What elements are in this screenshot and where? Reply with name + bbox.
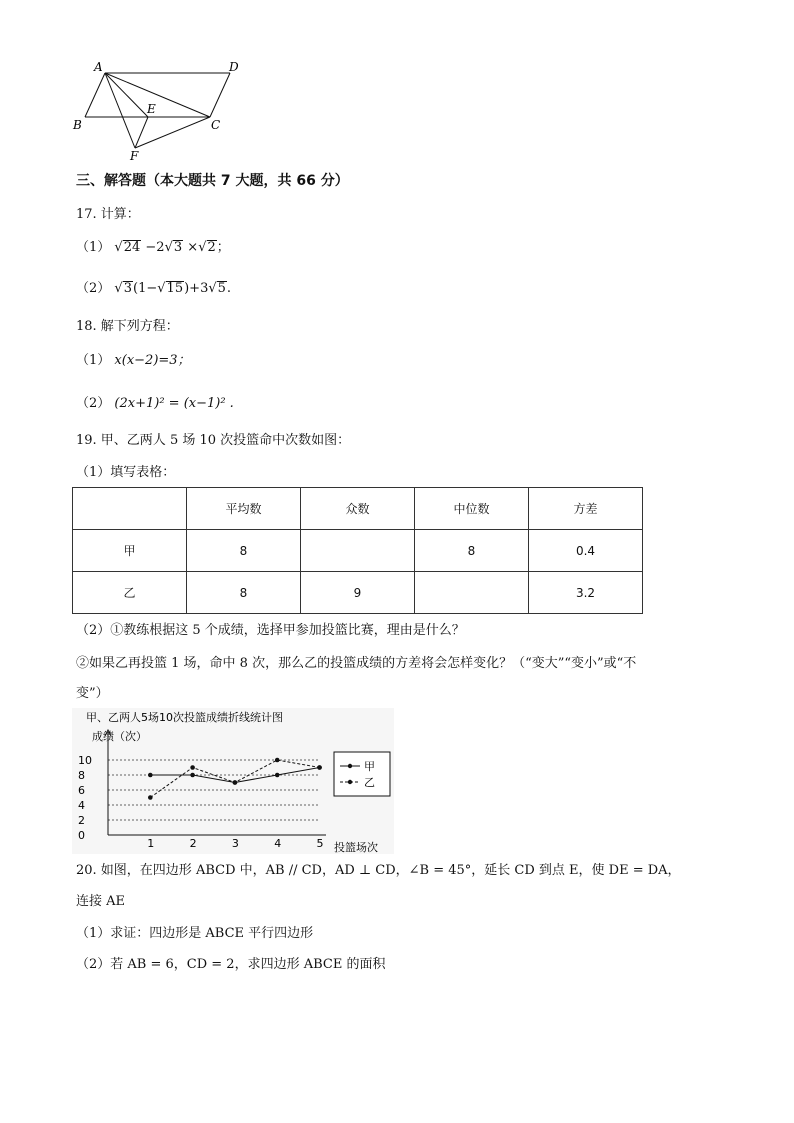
sqrt-sign: √ xyxy=(114,240,123,255)
segment-dc xyxy=(210,73,230,117)
q18-part1-number: （1） xyxy=(76,353,111,368)
table-header-cell: 平均数 xyxy=(187,488,301,530)
table-header-cell: 方差 xyxy=(529,488,643,530)
table-cell: 3.2 xyxy=(529,572,643,614)
chart-title: 甲、乙两人5场10次投篮成绩折线统计图 xyxy=(86,711,283,724)
chart-y-tick-label: 10 xyxy=(78,754,92,767)
chart-svg xyxy=(72,708,394,854)
radicand: 3 xyxy=(173,240,183,255)
label-e: E xyxy=(147,102,156,116)
chart-y-tick-label: 6 xyxy=(78,784,85,797)
q17-part1-number: （1） xyxy=(76,240,111,255)
q18-title: 18. 解下列方程： xyxy=(76,319,179,334)
chart-legend-box xyxy=(334,752,390,796)
table-cell xyxy=(301,530,415,572)
q18-part2-number: （2） xyxy=(76,396,111,411)
line-chart xyxy=(72,708,394,854)
radicand: 3 xyxy=(123,281,132,296)
q17-part2-number: （2） xyxy=(76,281,111,296)
sqrt-sign: √ xyxy=(164,240,173,255)
table-cell: 乙 xyxy=(73,572,187,614)
q18-part1-equation: x(x−2)=3； xyxy=(114,353,191,368)
segment-ac xyxy=(105,73,210,117)
chart-y-tick-label: 8 xyxy=(78,769,85,782)
q20-sub2: （2）若 AB = 6，CD = 2，求四边形 ABCE 的面积 xyxy=(76,957,386,972)
paren-close: ) xyxy=(184,281,190,296)
table-cell: 8 xyxy=(187,530,301,572)
table-cell: 0.4 xyxy=(529,530,643,572)
sqrt-sign: √ xyxy=(114,281,123,296)
table-header-cell: 众数 xyxy=(301,488,415,530)
chart-y-label: 成绩（次） xyxy=(92,730,147,743)
radicand: 2 xyxy=(207,240,216,255)
chart-data-point xyxy=(275,758,280,763)
q20-line2: 连接 AE xyxy=(76,894,126,909)
label-d: D xyxy=(229,60,239,74)
q20-sub1: （1）求证：四边形是 ABCE 平行四边形 xyxy=(76,926,314,941)
table-cell: 8 xyxy=(415,530,529,572)
q19-sub2-part-b: ②如果乙再投篮 1 场，命中 8 次，那么乙的投篮成绩的方差将会怎样变化？（“变大”“变小”或“不 xyxy=(76,656,637,671)
chart-legend-marker xyxy=(348,780,352,784)
q17-part2 xyxy=(76,280,231,298)
q18-part1 xyxy=(76,352,191,370)
table-cell: 8 xyxy=(187,572,301,614)
q19-sub2-part-a: （2）①教练根据这 5 个成绩，选择甲参加投篮比赛，理由是什么？ xyxy=(76,623,465,638)
segment-af xyxy=(105,73,135,148)
chart-legend-label: 甲 xyxy=(364,760,375,773)
chart-x-tick-label: 2 xyxy=(189,837,197,850)
chart-y-tick-label: 2 xyxy=(78,814,85,827)
geometry-figure xyxy=(70,60,250,165)
chart-x-label: 投篮场次 xyxy=(334,841,378,854)
label-b: B xyxy=(73,118,82,132)
section-3-title: 三、解答题（本大题共 7 大题，共 66 分） xyxy=(76,173,349,189)
radicand: 5 xyxy=(217,281,226,296)
label-f: F xyxy=(130,149,139,163)
chart-data-point xyxy=(317,765,322,770)
punctuation: . xyxy=(226,281,232,296)
table-cell: 甲 xyxy=(73,530,187,572)
chart-data-point xyxy=(190,773,195,778)
radicand: 24 xyxy=(123,240,141,255)
q19-title: 19. 甲、乙两人 5 场 10 次投篮命中次数如图： xyxy=(76,433,351,448)
paren-open: (1− xyxy=(133,281,158,296)
q17-title: 17. 计算： xyxy=(76,207,140,222)
punctuation: ； xyxy=(216,240,230,255)
label-c: C xyxy=(211,118,221,132)
chart-data-point xyxy=(148,773,153,778)
operator: × xyxy=(187,240,199,255)
segment-ab xyxy=(85,73,105,117)
label-a: A xyxy=(94,60,103,74)
chart-y-tick-label: 0 xyxy=(78,829,85,842)
chart-legend-label: 乙 xyxy=(364,776,375,789)
radicand: 15 xyxy=(166,281,184,296)
chart-x-tick-label: 1 xyxy=(147,837,155,850)
q18-part2 xyxy=(76,395,234,413)
table-header-cell xyxy=(73,488,187,530)
q19-sub2-part-c: 变”） xyxy=(76,686,109,701)
q19-sub1: （1）填写表格： xyxy=(76,465,176,480)
q17-part1 xyxy=(76,239,230,257)
chart-x-tick-label: 5 xyxy=(316,837,324,850)
chart-x-tick-label: 4 xyxy=(274,837,282,850)
operator: −2 xyxy=(145,240,165,255)
table-header-cell: 中位数 xyxy=(415,488,529,530)
chart-legend-marker xyxy=(348,764,352,768)
table-cell: 9 xyxy=(301,572,415,614)
chart-y-tick-label: 4 xyxy=(78,799,85,812)
table-header-row xyxy=(73,488,643,530)
sqrt-sign: √ xyxy=(198,240,207,255)
sqrt-sign: √ xyxy=(208,281,217,296)
q18-part2-equation: (2x+1)² = (x−1)² . xyxy=(114,396,234,411)
chart-x-tick-label: 3 xyxy=(231,837,239,850)
chart-data-point xyxy=(275,773,280,778)
chart-data-point xyxy=(148,795,153,800)
stats-table xyxy=(72,487,643,614)
table-row xyxy=(73,530,643,572)
chart-data-point xyxy=(190,765,195,770)
segment-ae xyxy=(105,73,148,117)
chart-data-point xyxy=(233,780,238,785)
operator: +3 xyxy=(189,281,209,296)
q20-line1: 20. 如图，在四边形 ABCD 中，AB // CD，AD ⊥ CD，∠B = 45°，延长 CD 到点 E，使 DE = DA， xyxy=(76,863,681,878)
table-cell xyxy=(415,572,529,614)
sqrt-sign: √ xyxy=(157,281,166,296)
table-row xyxy=(73,572,643,614)
